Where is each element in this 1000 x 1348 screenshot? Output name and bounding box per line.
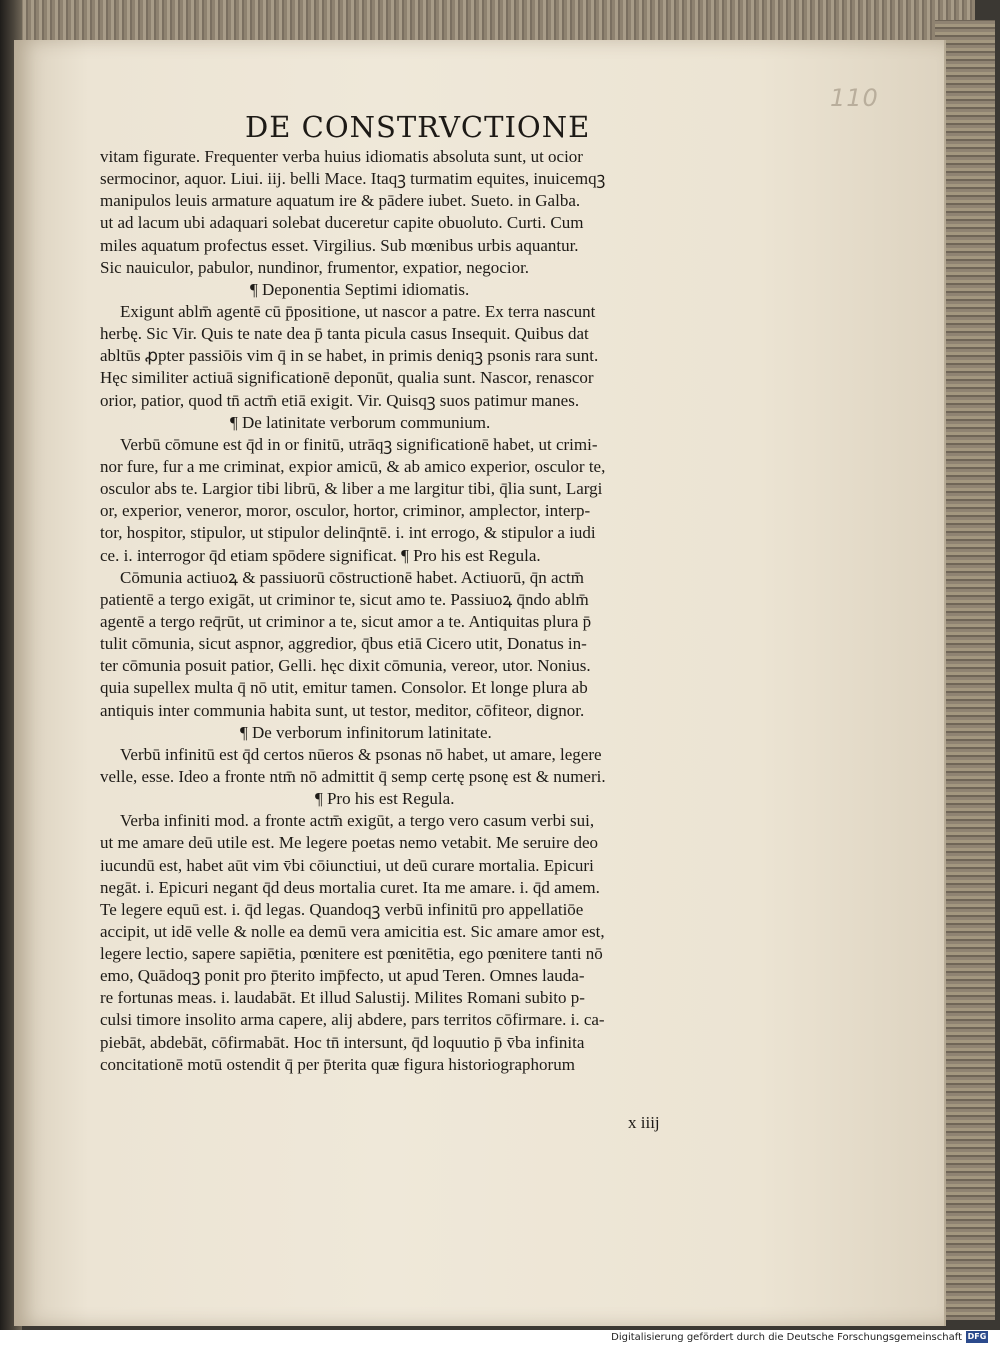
text-line: nor fure, fur a me criminat, expior amicū, & ab amico experior, osculor te, (100, 456, 606, 476)
text-line: ¶ Deponentia Septimi idiomatis. (250, 279, 470, 299)
text-line: ¶ De latinitate verborum communium. (230, 412, 491, 432)
dfg-logo: DFG (967, 1332, 987, 1341)
text-line: miles aquatum profectus esset. Virgilius. Sub mœnibus urbis aquantur. (100, 235, 579, 255)
text-line: Exigunt ablm̄ agentē cū p̄positione, ut nascor a patre. Ex terra nascunt (120, 301, 596, 321)
text-line: herbę. Sic Vir. Quis te nate dea p̄ tanta picula casus Insequit. Quibus dat (100, 324, 589, 344)
text-line: re fortunas meas. i. laudabāt. Et illud Salustij. Milites Romani subito p- (100, 988, 585, 1008)
text-line: tor, hospitor, stipulor, ut stipulor delinq̄ntē. i. int errogo, & stipulor a iudi (100, 523, 596, 543)
text-line: Verbū infinitū est q̄d certos nūeros & psonas nō habet, ut amare, legere (120, 744, 602, 764)
text-line: accipit, ut idē velle & nolle ea demū vera amicitia est. Sic amare amor est, (100, 921, 605, 941)
signature-mark: x iiij (628, 1113, 660, 1132)
body-text (100, 146, 740, 1076)
text-line: ter cōmunia posuit patior, Gelli. hęc dixit cōmunia, vereor, utor. Nonius. (100, 656, 591, 676)
text-line: Verbū cōmune est q̄d in or finitū, utrāqꝫ significationē habet, ut crimi- (120, 434, 598, 454)
text-line: quia supellex multa q̄ nō utit, emitur tamen. Consolor. Et longe plura ab (100, 678, 588, 698)
text-line: Verba infiniti mod. a fronte actm̄ exigūt, a tergo vero casum verbi sui, (120, 811, 595, 831)
text-line: antiquis inter communia habita sunt, ut testor, meditor, cōfiteor, dignor. (100, 700, 585, 720)
text-line: or, experior, veneror, moror, osculor, hortor, criminor, amplector, interp- (100, 501, 591, 521)
text-line: ce. i. interrogor q̄d etiam spōdere significat. ¶ Pro his est Regula. (100, 545, 541, 565)
text-line: negāt. i. Epicuri negant q̄d deus mortalia curet. Ita me amare. i. q̄d amem. (100, 877, 600, 897)
text-line: abltūs ꝓpter passiōis vim q̄ in se habet, in primis deniqꝫ psonis rara sunt. (100, 346, 599, 366)
binding-board-top (20, 0, 975, 44)
text-line: legere lectio, sapere sapiētia, pœnitere est pœnitētia, ego pœnitere tanti nō (100, 944, 603, 964)
dfg-credit: Digitalisierung gefördert durch die Deutsche Forschungsgemeinschaft (611, 1332, 962, 1343)
text-line: ut me amare deū utile est. Me legere poetas nemo vetabit. Me seruire deo (100, 833, 599, 853)
text-line: piebāt, abdebāt, cōfirmabāt. Hoc tn̄ intersunt, q̄d loquutio p̄ v̄ba infinita (100, 1032, 585, 1052)
text-line: emo, Quādoqꝫ ponit pro p̄terito imp̄fecto, ut apud Teren. Omnes lauda- (100, 966, 585, 986)
text-line: tulit cōmunia, sicut aspnor, aggredior, q̄bus etiā Cicero utit, Donatus in- (100, 634, 587, 654)
text-line: culsi timore insolito arma capere, alij abdere, pars territos cōfirmare. i. ca- (100, 1010, 605, 1030)
text-line: Cōmunia actiuoꝝ & passiuorū cōstructionē habet. Actiuorū, q̄n actm̄ (120, 567, 585, 587)
text-line: velle, esse. Ideo a fronte ntm̄ nō admittit q̄ semp certę psonę est & numeri. (100, 766, 606, 786)
text-line: manipulos leuis armature aquatum ire & pādere iubet. Sueto. in Galba. (100, 191, 581, 211)
folio-number: 110 (830, 84, 879, 112)
text-line: osculor abs te. Largior tibi librū, & liber a me largitur tibi, q̄lia sunt, Largi (100, 479, 603, 499)
text-line: patientē a tergo exigāt, ut criminor te, sicut amo te. Passiuoꝝ q̄ndo ablm̄ (100, 589, 589, 609)
text-line: ¶ De verborum infinitorum latinitate. (240, 722, 492, 742)
text-line: ut ad lacum ubi adaquari solebat duceretur capite obuoluto. Curti. Cum (100, 213, 584, 233)
page-heading: DE CONSTRVCTIONE (245, 110, 591, 144)
text-line: Sic nauiculor, pabulor, nundinor, frumentor, expatior, negocior. (100, 257, 530, 277)
text-line: orior, patior, quod tn̄ actm̄ etiā exigit. Vir. Quisqꝫ suos patimur manes. (100, 390, 580, 410)
text-line: vitam figurate. Frequenter verba huius idiomatis absoluta sunt, ut ocior (100, 147, 583, 166)
text-line: agentē a tergo req̄rūt, ut criminor a te, sicut amor a te. Antiquitas plura p̄ (100, 611, 592, 631)
text-line: Hęc similiter actiuā significationē deponūt, qualia sunt. Nascor, renascor (100, 368, 594, 388)
text-line: sermocinor, aquor. Liui. iij. belli Mace. Itaqꝫ turmatim equites, inuicemqꝫ (100, 169, 606, 189)
text-line: concitationē motū ostendit q̄ per p̄terita quæ figura historiographorum (100, 1054, 575, 1074)
text-line: Te legere equū est. i. q̄d legas. Quandoqꝫ verbū infinitū pro appellatiōe (100, 899, 584, 919)
text-line: iucundū est, habet aūt vim v̄bi cōiunctiui, ut deū curare mortalia. Epicuri (100, 855, 594, 875)
text-line: ¶ Pro his est Regula. (315, 789, 455, 809)
